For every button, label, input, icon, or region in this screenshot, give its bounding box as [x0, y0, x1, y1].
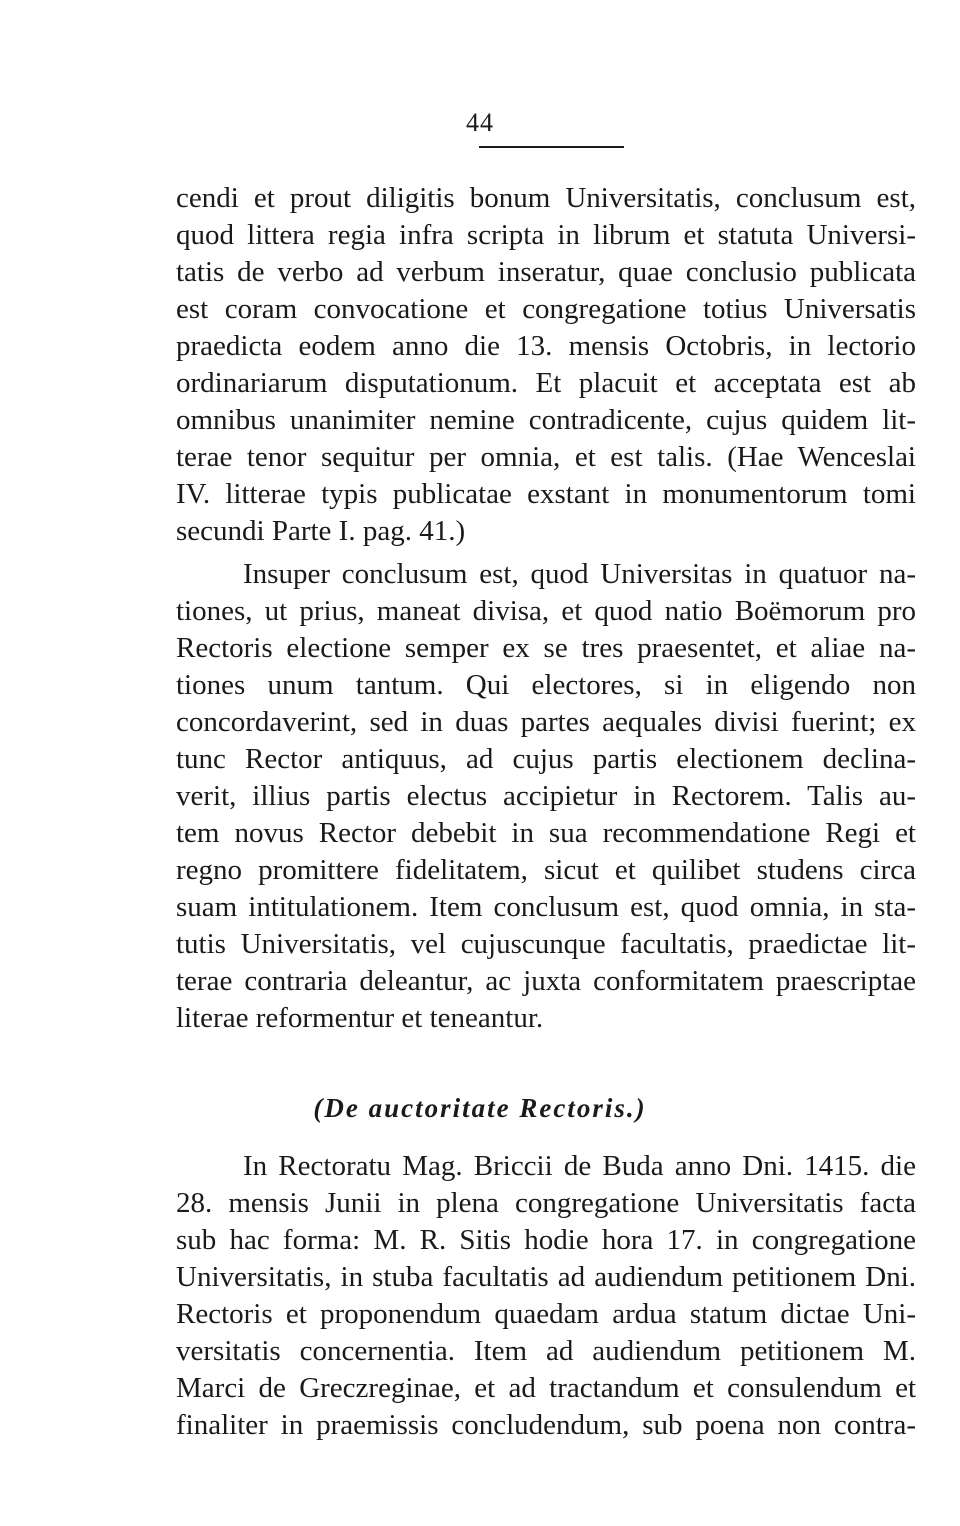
text-line: Insuper conclusum est, quod Universitas in quatuor na- — [243, 558, 916, 590]
text-line: Rectoris electione semper ex se tres praesentet, et aliae na- — [176, 632, 916, 664]
text-line: Universitatis, in stuba facultatis ad audiendum petitionem Dni. — [176, 1261, 916, 1293]
text-line: suam intitulationem. Item conclusum est, quod omnia, in sta- — [176, 891, 916, 923]
text-line: literae reformentur et teneantur. — [176, 1002, 544, 1034]
text-line: versitatis concernentia. Item ad audiendum petitionem M. — [176, 1335, 916, 1367]
text-line: tiones unum tantum. Qui electores, si in eligendo non — [176, 669, 916, 701]
text-line: terae contraria deleantur, ac juxta conformitatem praescriptae — [176, 965, 916, 997]
text-line: tutis Universitatis, vel cujuscunque facultatis, praedictae lit- — [176, 928, 916, 960]
text-line: cendi et prout diligitis bonum Universitatis, conclusum est, — [176, 182, 916, 214]
text-line: est coram convocatione et congregatione totius Universatis — [176, 293, 916, 325]
text-line: tunc Rector antiquus, ad cujus partis electionem declina- — [176, 743, 916, 775]
text-line: IV. litterae typis publicatae exstant in monumentorum tomi — [176, 478, 916, 510]
text-line: finaliter in praemissis concludendum, sub poena non contra- — [176, 1409, 916, 1441]
text-line: secundi Parte I. pag. 41.) — [176, 515, 466, 547]
text-line: 28. mensis Junii in plena congregatione Universitatis facta — [176, 1187, 916, 1219]
text-line: tatis de verbo ad verbum inseratur, quae conclusio publicata — [176, 256, 916, 288]
text-line: quod littera regia infra scripta in librum et statuta Universi- — [176, 219, 916, 251]
section-heading: (De auctoritate Rectoris.) — [313, 1093, 647, 1123]
text-line: regno promittere fidelitatem, sicut et quilibet studens circa — [176, 854, 916, 886]
text-line: verit, illius partis electus accipietur in Rectorem. Talis au- — [176, 780, 916, 812]
text-line: omnibus unanimiter nemine contradicente, cujus quidem lit- — [176, 404, 916, 436]
page-number-rule — [479, 146, 624, 148]
text-line: praedicta eodem anno die 13. mensis Octobris, in lectorio — [176, 330, 916, 362]
text-line: Rectoris et proponendum quaedam ardua statum dictae Uni- — [176, 1298, 916, 1330]
text-line: sub hac forma: M. R. Sitis hodie hora 17. in congregatione — [176, 1224, 916, 1256]
text-line: tiones, ut prius, maneat divisa, et quod natio Boëmorum pro — [176, 595, 916, 627]
text-line: Marci de Greczreginae, et ad tractandum et consulendum et — [176, 1372, 916, 1404]
text-line: ordinariarum disputationum. Et placuit et acceptata est ab — [176, 367, 916, 399]
page-number: 44 — [466, 108, 494, 137]
text-line: concordaverint, sed in duas partes aequales divisi fuerint; ex — [176, 706, 916, 738]
text-line: tem novus Rector debebit in sua recommendatione Regi et — [176, 817, 916, 849]
text-line: terae tenor sequitur per omnia, et est talis. (Hae Wenceslai — [176, 441, 916, 473]
text-line: In Rectoratu Mag. Briccii de Buda anno Dni. 1415. die — [243, 1150, 916, 1182]
